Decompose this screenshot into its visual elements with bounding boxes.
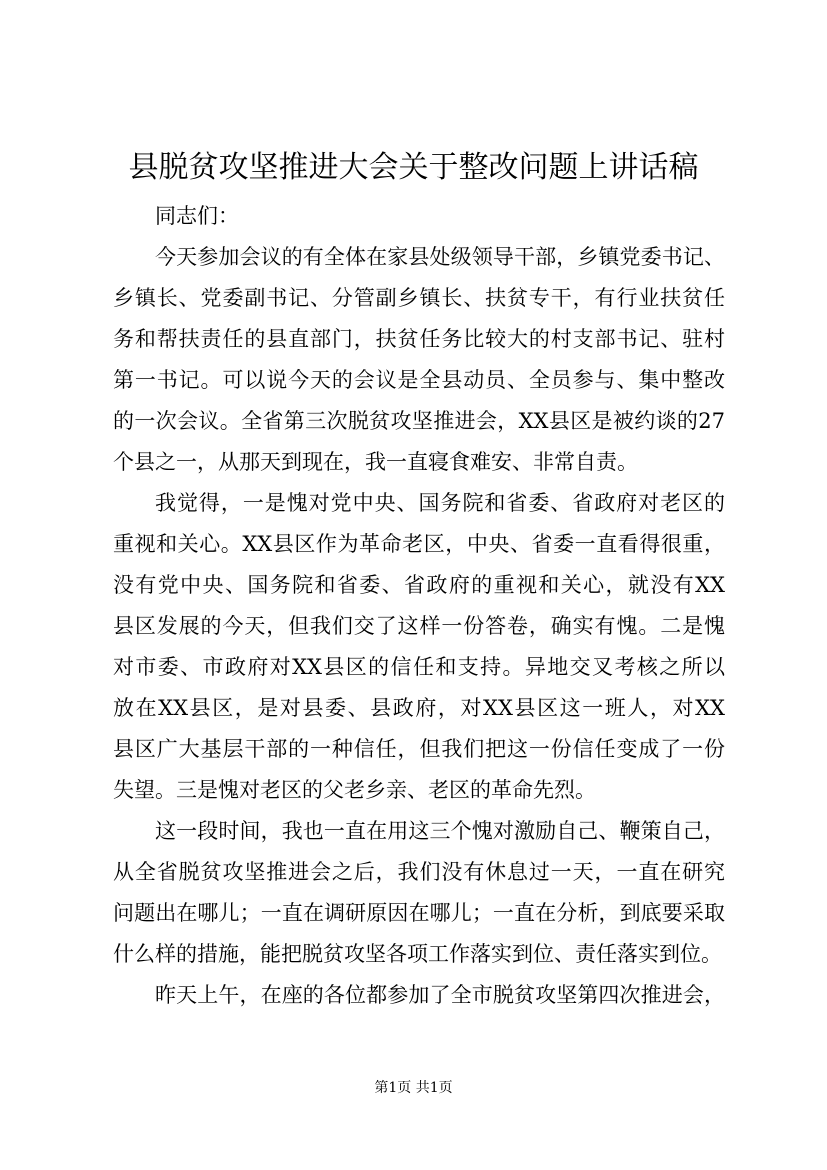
page-footer: 第1页 共1页 (374, 1080, 453, 1096)
paragraph-first-line: 今天参加会议的有全体在家县处级领导干部，乡镇党委书记、 (155, 245, 725, 269)
paragraph-line: 第一书记。可以说今天的会议是全县动员、全员参与、集中整改 (113, 368, 725, 392)
paragraph-line: 的一次会议。全省第三次脱贫攻坚推进会，XX县区是被约谈的27 (113, 409, 725, 433)
paragraph-first-line: 昨天上午，在座的各位都参加了全市脱贫攻坚第四次推进会， (155, 983, 725, 1007)
paragraph-first-line: 同志们： (155, 204, 239, 228)
paragraph-line: 务和帮扶责任的县直部门，扶贫任务比较大的村支部书记、驻村 (113, 327, 725, 351)
document-title: 县脱贫攻坚推进大会关于整改问题上讲话稿 (128, 150, 699, 185)
paragraph-first-line: 我觉得，一是愧对党中央、国务院和省委、省政府对老区的 (155, 491, 725, 515)
paragraph-line: 没有党中央、国务院和省委、省政府的重视和关心，就没有XX (113, 573, 725, 597)
paragraph-line: 县区发展的今天，但我们交了这样一份答卷，确实有愧。二是愧 (113, 614, 725, 638)
paragraph-line: 对市委、市政府对XX县区的信任和支持。异地交叉考核之所以 (113, 655, 725, 679)
paragraph-line: 县区广大基层干部的一种信任，但我们把这一份信任变成了一份 (113, 737, 725, 761)
paragraph-line: 失望。三是愧对老区的父老乡亲、老区的革命先烈。 (113, 778, 596, 802)
paragraph-line: 从全省脱贫攻坚推进会之后，我们没有休息过一天，一直在研究 (113, 860, 725, 884)
paragraph-first-line: 这一段时间，我也一直在用这三个愧对激励自己、鞭策自己， (155, 819, 725, 843)
document-body (113, 196, 725, 1016)
paragraph-line: 个县之一，从那天到现在，我一直寝食难安、非常自责。 (113, 450, 638, 474)
paragraph-line: 乡镇长、党委副书记、分管副乡镇长、扶贫专干，有行业扶贫任 (113, 286, 725, 310)
paragraph-line: 放在XX县区，是对县委、县政府，对XX县区这一班人，对XX (113, 696, 725, 720)
paragraph-line: 问题出在哪儿；一直在调研原因在哪儿；一直在分析，到底要采取 (113, 901, 725, 925)
paragraph-line: 什么样的措施，能把脱贫攻坚各项工作落实到位、责任落实到位。 (113, 942, 722, 966)
paragraph-line: 重视和关心。XX县区作为革命老区，中央、省委一直看得很重， (113, 532, 725, 556)
